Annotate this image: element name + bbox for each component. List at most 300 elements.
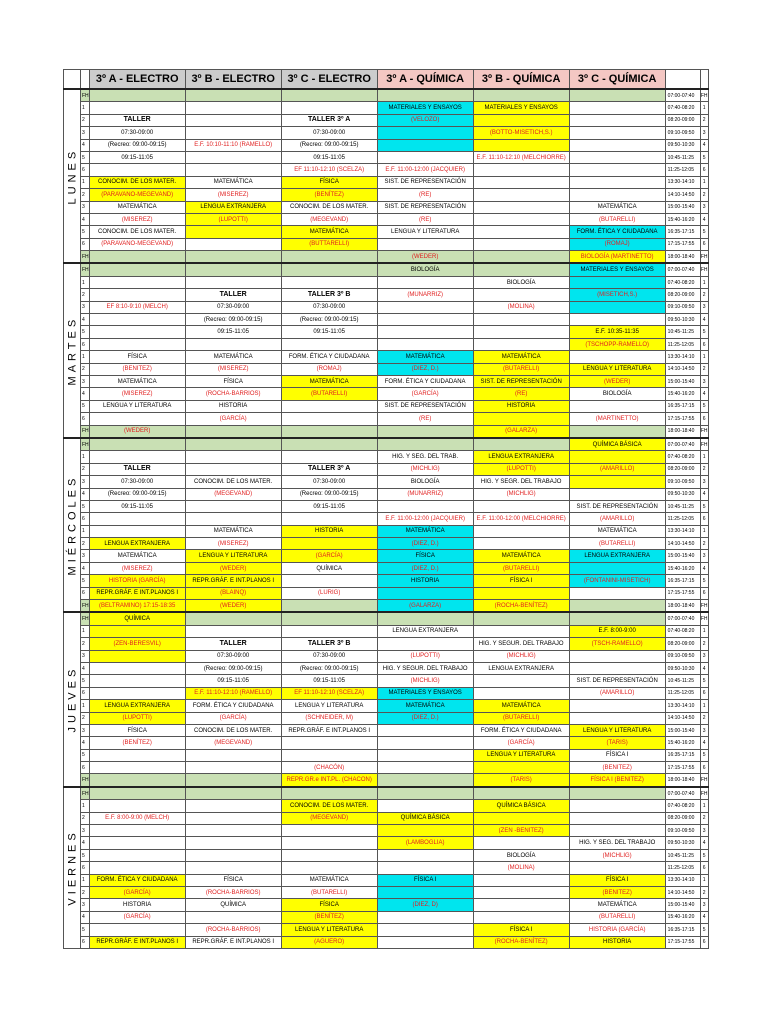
row-number: 4 <box>81 213 90 225</box>
row-number: 1 <box>81 176 90 188</box>
schedule-cell: (MICHLIG) <box>377 675 473 687</box>
table-row <box>64 675 709 687</box>
schedule-cell: FÍSICA <box>185 375 281 387</box>
time-slot: 18:00-18:40 <box>665 425 700 438</box>
table-row <box>64 375 709 387</box>
time-number: 2 <box>700 538 708 550</box>
time-slot: 18:00-18:40 <box>665 774 700 787</box>
schedule-cell <box>569 151 665 163</box>
row-number: 6 <box>81 413 90 425</box>
schedule-cell: (BENITEZ) <box>569 887 665 899</box>
row-number: 2 <box>81 712 90 724</box>
row-number: 4 <box>81 562 90 574</box>
schedule-cell <box>185 825 281 837</box>
table-row <box>64 425 709 438</box>
schedule-cell <box>185 774 281 787</box>
table-row <box>64 139 709 151</box>
schedule-cell <box>473 238 569 250</box>
schedule-cell <box>185 114 281 126</box>
schedule-cell <box>569 189 665 201</box>
schedule-cell: (RE) <box>377 413 473 425</box>
schedule-cell <box>185 451 281 463</box>
row-number: 4 <box>81 737 90 749</box>
schedule-cell <box>377 825 473 837</box>
schedule-cell <box>569 89 665 102</box>
schedule-cell <box>473 500 569 512</box>
schedule-cell: MATEMÁTICA <box>281 874 377 886</box>
time-number: 1 <box>700 276 708 288</box>
schedule-cell: 07:30-09:00 <box>281 650 377 662</box>
schedule-cell: (GARCÍA) <box>185 712 281 724</box>
schedule-cell <box>473 139 569 151</box>
row-number: FH <box>81 600 90 613</box>
table-row <box>64 338 709 350</box>
table-row <box>64 762 709 774</box>
table-row <box>64 314 709 326</box>
schedule-cell: (ZEN -BENITEZ) <box>473 825 569 837</box>
schedule-cell <box>473 899 569 911</box>
time-number: 3 <box>700 899 708 911</box>
time-slot: 08:20-09:00 <box>665 114 700 126</box>
row-number: 3 <box>81 201 90 213</box>
schedule-cell: (DIEZ, D.) <box>377 363 473 375</box>
schedule-cell: QUÍMICA BÁSICA <box>569 438 665 451</box>
time-number: 1 <box>700 351 708 363</box>
time-slot: 10:45-11:25 <box>665 849 700 861</box>
time-number: 5 <box>700 151 708 163</box>
schedule-cell <box>473 189 569 201</box>
schedule-cell <box>569 562 665 574</box>
schedule-cell <box>185 251 281 264</box>
time-slot: 08:20-09:00 <box>665 812 700 824</box>
table-row <box>64 812 709 824</box>
schedule-cell: (GARCÍA) <box>89 887 185 899</box>
schedule-cell: (RE) <box>377 189 473 201</box>
schedule-cell: CONOCIM. DE LOS MATER. <box>185 724 281 736</box>
schedule-cell: FÍSICA I <box>377 874 473 886</box>
table-row <box>64 351 709 363</box>
schedule-cell: 07:30-09:00 <box>89 127 185 139</box>
schedule-cell: LENGUA Y LITERATURA <box>185 550 281 562</box>
schedule-cell: BIOLOGÍA <box>569 388 665 400</box>
time-slot: 09:10-09:50 <box>665 476 700 488</box>
time-slot: 13:30-14:10 <box>665 525 700 537</box>
table-row <box>64 251 709 264</box>
schedule-cell: 09:15-11:05 <box>185 326 281 338</box>
schedule-cell <box>377 787 473 800</box>
schedule-cell: REPR.GRÁF. E INT.PLANOS I <box>281 724 377 736</box>
table-row <box>64 575 709 587</box>
time-slot: 10:45-11:25 <box>665 500 700 512</box>
table-row <box>64 638 709 650</box>
time-number: FH <box>700 612 708 625</box>
schedule-cell <box>281 538 377 550</box>
schedule-cell: FORM. ÉTICA Y CIUDADANA <box>377 375 473 387</box>
time-number: 4 <box>700 737 708 749</box>
time-slot: 07:00-07:40 <box>665 89 700 102</box>
time-slot: 08:20-09:00 <box>665 289 700 301</box>
schedule-cell: MATERIALES Y ENSAYOS <box>569 263 665 276</box>
schedule-cell: BIOLOGÍA <box>473 849 569 861</box>
schedule-cell: SIST. DE REPRESENTACIÓN <box>377 176 473 188</box>
schedule-cell: 07:30-09:00 <box>281 476 377 488</box>
time-slot: 09:50-10:30 <box>665 314 700 326</box>
time-slot: 11:25-12:05 <box>665 687 700 699</box>
table-row <box>64 413 709 425</box>
row-number: 5 <box>81 924 90 936</box>
schedule-cell <box>473 687 569 699</box>
table-row <box>64 326 709 338</box>
schedule-cell: (LUPOTTI) <box>89 712 185 724</box>
time-slot: 11:25-12:05 <box>665 164 700 176</box>
row-number: FH <box>81 438 90 451</box>
day-label: VIERNES <box>64 787 81 949</box>
row-number: FH <box>81 774 90 787</box>
schedule-cell: FÍSICA I <box>473 575 569 587</box>
time-slot: 07:00-07:40 <box>665 787 700 800</box>
time-number: FH <box>700 438 708 451</box>
schedule-cell: MATEMÁTICA <box>377 700 473 712</box>
schedule-cell: QUÍMICA <box>281 562 377 574</box>
schedule-cell: (AGUERO) <box>281 936 377 948</box>
row-number: FH <box>81 787 90 800</box>
schedule-cell <box>473 213 569 225</box>
schedule-cell <box>281 438 377 451</box>
time-slot: 14:10-14:50 <box>665 363 700 375</box>
table-row <box>64 687 709 699</box>
schedule-cell <box>89 164 185 176</box>
row-number: 2 <box>81 887 90 899</box>
row-number: 2 <box>81 363 90 375</box>
schedule-cell <box>569 164 665 176</box>
schedule-cell <box>473 89 569 102</box>
schedule-cell <box>569 862 665 874</box>
table-row <box>64 712 709 724</box>
table-row <box>64 787 709 800</box>
schedule-cell <box>473 837 569 849</box>
row-number: 2 <box>81 114 90 126</box>
schedule-cell: (DIEZ, D.) <box>377 712 473 724</box>
row-number: 3 <box>81 476 90 488</box>
schedule-cell <box>473 612 569 625</box>
schedule-cell <box>377 737 473 749</box>
schedule-cell: TALLER <box>89 463 185 475</box>
schedule-cell <box>185 849 281 861</box>
schedule-cell: BIOLOGÍA <box>377 263 473 276</box>
schedule-cell: REPR.GRÁF. E INT.PLANOS I <box>185 575 281 587</box>
schedule-cell: SIST. DE REPRESENTACIÓN <box>569 675 665 687</box>
time-number: 6 <box>700 862 708 874</box>
schedule-cell: (Recreo: 09:00-09:15) <box>281 488 377 500</box>
schedule-cell <box>185 238 281 250</box>
schedule-cell <box>89 762 185 774</box>
time-number: 3 <box>700 301 708 313</box>
table-row <box>64 562 709 574</box>
time-slot: 08:20-09:00 <box>665 638 700 650</box>
schedule-cell: (MICHLIG) <box>473 488 569 500</box>
schedule-cell <box>185 625 281 637</box>
row-number: 3 <box>81 825 90 837</box>
schedule-cell: (Recreo: 09:00-09:15) <box>89 139 185 151</box>
schedule-cell: FÍSICA <box>281 899 377 911</box>
time-slot: 16:35-17:15 <box>665 400 700 412</box>
schedule-cell: MATEMÁTICA <box>89 550 185 562</box>
schedule-cell: (WEDER) <box>569 375 665 387</box>
schedule-cell <box>377 326 473 338</box>
time-number: 4 <box>700 837 708 849</box>
time-number: FH <box>700 787 708 800</box>
schedule-cell: EF 11:10-12:10 (SCELZA) <box>281 687 377 699</box>
schedule-cell: (CHACÓN) <box>281 762 377 774</box>
table-row <box>64 650 709 662</box>
schedule-cell: (WEDER) <box>377 251 473 264</box>
time-number: 6 <box>700 164 708 176</box>
schedule-cell <box>569 176 665 188</box>
schedule-cell <box>569 276 665 288</box>
schedule-cell: LENGUA EXTRANJERA <box>89 538 185 550</box>
time-slot: 16:35-17:15 <box>665 749 700 761</box>
schedule-cell <box>281 837 377 849</box>
time-number: 2 <box>700 363 708 375</box>
time-number: 2 <box>700 812 708 824</box>
table-row <box>64 127 709 139</box>
time-number: 4 <box>700 562 708 574</box>
schedule-cell <box>473 438 569 451</box>
schedule-cell <box>281 849 377 861</box>
time-number: 4 <box>700 911 708 923</box>
table-row <box>64 176 709 188</box>
table-row <box>64 825 709 837</box>
time-number: 1 <box>700 700 708 712</box>
schedule-cell: LENGUA Y LITERATURA <box>377 226 473 238</box>
time-slot: 17:15-17:55 <box>665 238 700 250</box>
schedule-cell: (MISEREZ) <box>89 388 185 400</box>
schedule-cell: MATEMÁTICA <box>569 525 665 537</box>
schedule-cell: (GALARZA) <box>473 425 569 438</box>
time-number: 3 <box>700 724 708 736</box>
schedule-cell: LENGUA Y LITERATURA <box>569 724 665 736</box>
time-number: 5 <box>700 849 708 861</box>
time-number: 6 <box>700 338 708 350</box>
row-number: 4 <box>81 911 90 923</box>
time-slot: 14:10-14:50 <box>665 712 700 724</box>
schedule-cell: (MICHLIG) <box>569 849 665 861</box>
schedule-cell <box>89 251 185 264</box>
table-row <box>64 226 709 238</box>
time-number: 2 <box>700 463 708 475</box>
table-row <box>64 936 709 948</box>
schedule-cell: (BENÍTEZ) <box>281 189 377 201</box>
schedule-cell: (ROCHA-BENÍTEZ) <box>473 600 569 613</box>
schedule-cell <box>377 276 473 288</box>
schedule-cell <box>377 425 473 438</box>
day-label: LUNES <box>64 89 81 263</box>
schedule-cell <box>281 513 377 525</box>
schedule-cell: TALLER 3º A <box>281 114 377 126</box>
time-slot: 10:45-11:25 <box>665 326 700 338</box>
time-number: FH <box>700 89 708 102</box>
schedule-cell <box>185 151 281 163</box>
time-number: FH <box>700 425 708 438</box>
schedule-cell: 07:30-09:00 <box>281 127 377 139</box>
schedule-cell <box>569 102 665 114</box>
time-slot: 14:10-14:50 <box>665 538 700 550</box>
schedule-cell <box>185 787 281 800</box>
schedule-cell <box>89 525 185 537</box>
schedule-cell <box>377 638 473 650</box>
row-number: 2 <box>81 289 90 301</box>
schedule-cell <box>185 263 281 276</box>
row-number: 3 <box>81 375 90 387</box>
row-number: 5 <box>81 400 90 412</box>
schedule-cell: (RE) <box>377 213 473 225</box>
schedule-cell: EF 11:10-12:10 (SCELZA) <box>281 164 377 176</box>
schedule-cell: MATERIALES Y ENSAYOS <box>473 102 569 114</box>
schedule-cell: QUÍMICA BÁSICA <box>377 812 473 824</box>
table-row <box>64 451 709 463</box>
schedule-cell <box>185 164 281 176</box>
schedule-cell <box>473 176 569 188</box>
schedule-cell: CONOCIM. DE LOS MATER. <box>89 226 185 238</box>
schedule-cell: HISTORIA <box>185 400 281 412</box>
schedule-cell <box>377 936 473 948</box>
schedule-cell <box>377 127 473 139</box>
schedule-cell <box>377 500 473 512</box>
table-row <box>64 102 709 114</box>
schedule-cell: (AMARILLO) <box>569 513 665 525</box>
schedule-cell <box>185 762 281 774</box>
schedule-cell: (MUNARRIZ) <box>377 289 473 301</box>
schedule-cell: MATERIALES Y ENSAYOS <box>377 102 473 114</box>
schedule-cell: (BUTARELLI) <box>473 562 569 574</box>
time-slot: 15:40-16:20 <box>665 911 700 923</box>
schedule-cell: LENGUA EXTRANJERA <box>89 700 185 712</box>
schedule-cell: MATEMÁTICA <box>377 351 473 363</box>
schedule-cell <box>281 749 377 761</box>
schedule-cell: (BUTARELLI) <box>569 213 665 225</box>
schedule-cell <box>89 413 185 425</box>
time-slot: 11:25-12:05 <box>665 338 700 350</box>
schedule-cell <box>185 749 281 761</box>
time-slot: 15:40-16:20 <box>665 562 700 574</box>
time-number: 6 <box>700 413 708 425</box>
time-slot: 17:15-17:55 <box>665 936 700 948</box>
schedule-cell: (ROCHA-BARRIOS) <box>185 388 281 400</box>
table-row <box>64 600 709 613</box>
table-row <box>64 201 709 213</box>
schedule-cell: CONOCIM. DE LOS MATER. <box>185 476 281 488</box>
row-number: 1 <box>81 276 90 288</box>
schedule-cell <box>281 862 377 874</box>
table-row <box>64 388 709 400</box>
table-row <box>64 911 709 923</box>
time-number: 5 <box>700 500 708 512</box>
row-number: 4 <box>81 388 90 400</box>
schedule-cell <box>89 338 185 350</box>
schedule-table <box>63 69 709 949</box>
row-number: 3 <box>81 724 90 736</box>
day-label: JUEVES <box>64 612 81 786</box>
table-row <box>64 874 709 886</box>
schedule-cell <box>569 662 665 674</box>
schedule-cell <box>89 675 185 687</box>
row-number: 6 <box>81 338 90 350</box>
schedule-cell <box>185 102 281 114</box>
time-slot: 07:40-08:20 <box>665 451 700 463</box>
time-number: 5 <box>700 400 708 412</box>
time-number: 2 <box>700 114 708 126</box>
schedule-cell: FÍSICA I <box>569 874 665 886</box>
schedule-cell <box>185 862 281 874</box>
schedule-cell <box>569 712 665 724</box>
row-number: 4 <box>81 488 90 500</box>
schedule-cell <box>569 314 665 326</box>
schedule-cell: (BUTARELLI) <box>569 538 665 550</box>
time-number: 2 <box>700 289 708 301</box>
schedule-cell <box>377 314 473 326</box>
schedule-cell: (Recreo: 09:00-09:15) <box>281 139 377 151</box>
time-number: 3 <box>700 550 708 562</box>
schedule-cell: REPR.GR.e INT.PL. (CHACON) <box>281 774 377 787</box>
schedule-cell <box>569 488 665 500</box>
time-number: 5 <box>700 326 708 338</box>
row-number: 4 <box>81 139 90 151</box>
schedule-cell: FÍSICA I <box>473 924 569 936</box>
schedule-cell: (LUPOTTI) <box>185 213 281 225</box>
schedule-cell: E.F. 10:10-11:10 (RAMELLO) <box>185 139 281 151</box>
schedule-cell: (DIEZ, D) <box>377 899 473 911</box>
schedule-cell: TALLER 3º A <box>281 463 377 475</box>
schedule-cell: 09:15-11:05 <box>185 675 281 687</box>
time-slot: 14:10-14:50 <box>665 887 700 899</box>
time-number: 1 <box>700 625 708 637</box>
time-number: 6 <box>700 687 708 699</box>
time-slot: 09:50-10:30 <box>665 139 700 151</box>
row-number: 3 <box>81 899 90 911</box>
schedule-cell: MATEMÁTICA <box>473 700 569 712</box>
row-number: 6 <box>81 862 90 874</box>
schedule-cell: (GARCÍA) <box>281 550 377 562</box>
schedule-cell <box>185 463 281 475</box>
schedule-cell: (MISEREZ) <box>185 189 281 201</box>
time-slot: 15:00-15:40 <box>665 724 700 736</box>
schedule-cell: CONOCIM. DE LOS MATER. <box>281 201 377 213</box>
time-number: 4 <box>700 662 708 674</box>
table-row <box>64 289 709 301</box>
schedule-cell: (Recreo: 09:00-09:15) <box>281 662 377 674</box>
schedule-cell: HIG. Y SEGR. DEL TRABAJO <box>473 476 569 488</box>
schedule-cell: 09:15-11:05 <box>281 675 377 687</box>
time-slot: 09:10-09:50 <box>665 301 700 313</box>
schedule-cell <box>569 650 665 662</box>
schedule-cell <box>185 513 281 525</box>
schedule-cell: LENGUA EXTRANJERA <box>473 451 569 463</box>
schedule-cell: FÍSICA I <box>569 749 665 761</box>
schedule-cell: (BUTARELLI) <box>473 363 569 375</box>
row-number: FH <box>81 612 90 625</box>
schedule-cell <box>185 911 281 923</box>
table-row <box>64 612 709 625</box>
schedule-cell <box>89 687 185 699</box>
table-row <box>64 276 709 288</box>
schedule-cell <box>569 600 665 613</box>
row-number: 2 <box>81 538 90 550</box>
header-corner <box>64 70 81 90</box>
schedule-cell <box>89 89 185 102</box>
schedule-cell <box>89 513 185 525</box>
schedule-cell: QUÍMICA <box>89 612 185 625</box>
schedule-cell: (ROCHA-BENÍTEZ) <box>473 936 569 948</box>
